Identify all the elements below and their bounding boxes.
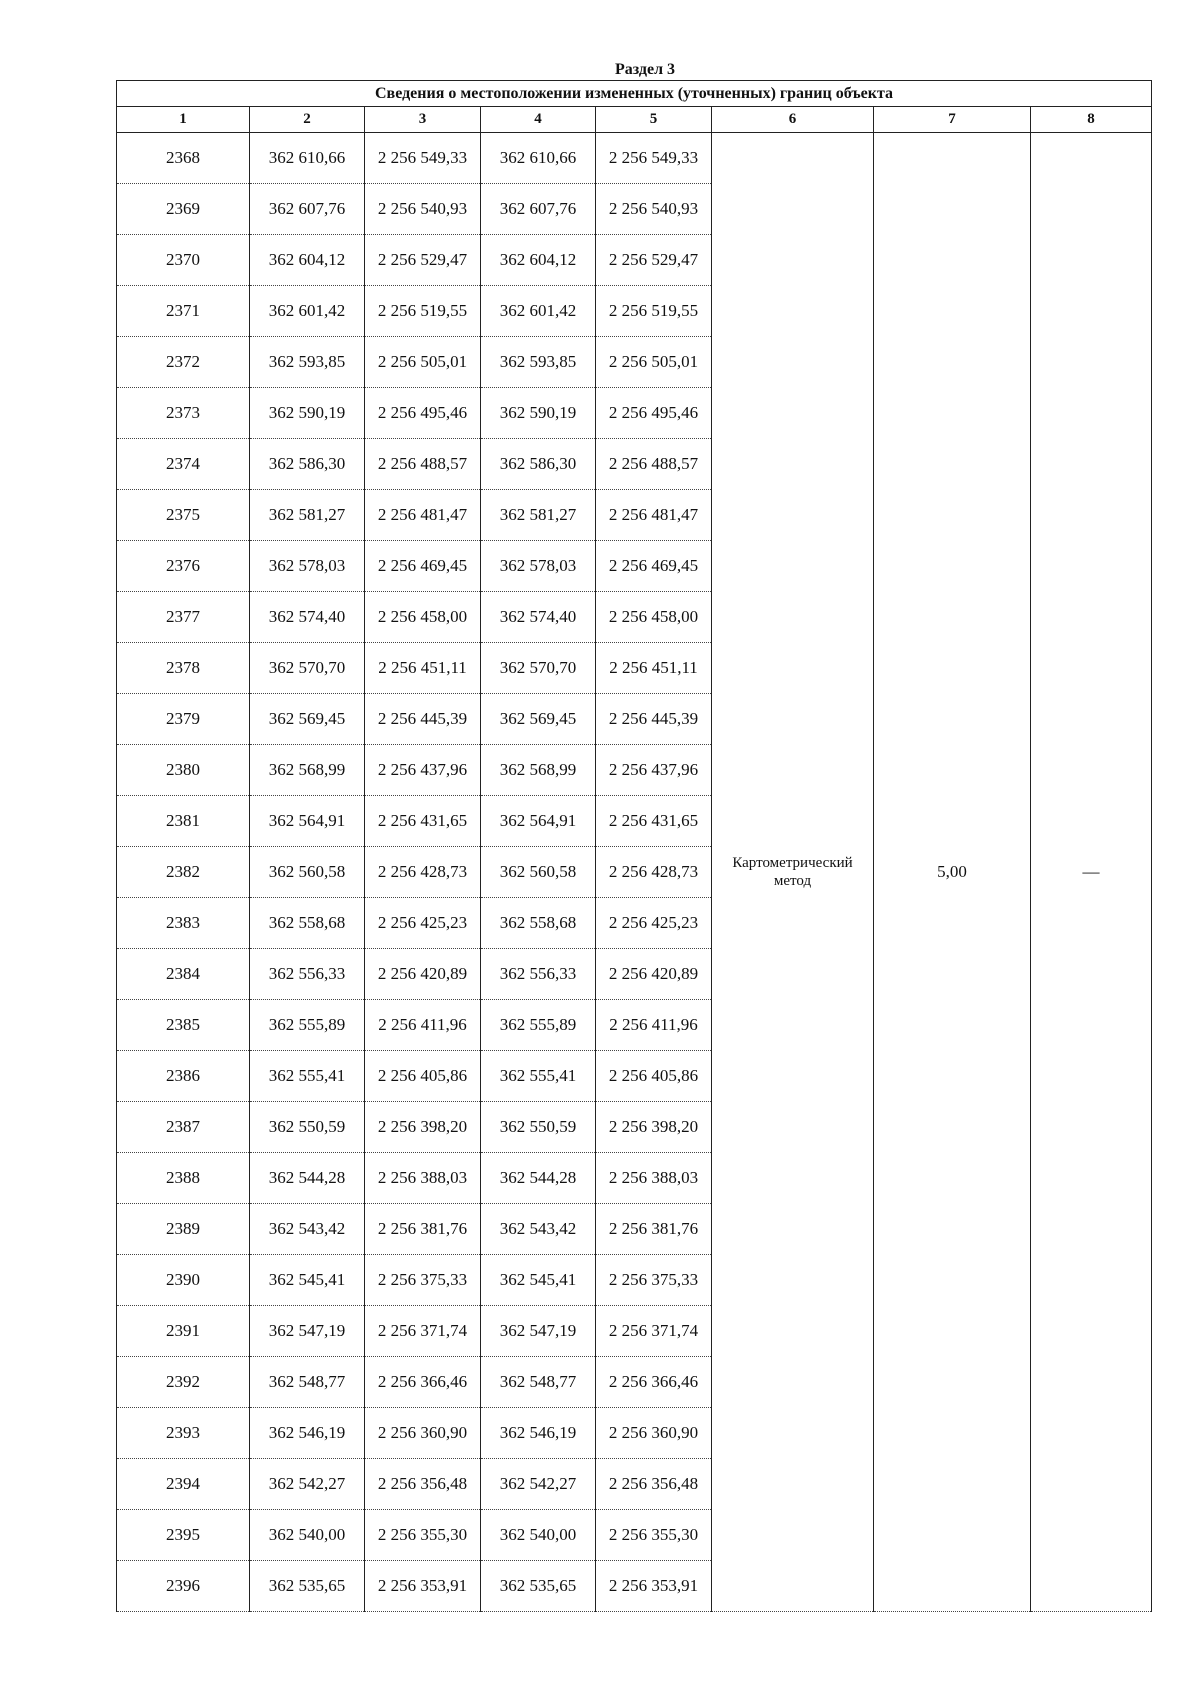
y-existing-cell: 2 256 425,23 bbox=[365, 898, 481, 949]
x-existing-cell: 362 540,00 bbox=[250, 1510, 365, 1561]
point-number-cell: 2383 bbox=[117, 898, 250, 949]
y-refined-cell: 2 256 371,74 bbox=[596, 1306, 712, 1357]
x-refined-cell: 362 544,28 bbox=[481, 1153, 596, 1204]
method-cell: Картометрический метод bbox=[712, 133, 874, 1612]
y-existing-cell: 2 256 540,93 bbox=[365, 184, 481, 235]
y-existing-cell: 2 256 428,73 bbox=[365, 847, 481, 898]
x-refined-cell: 362 535,65 bbox=[481, 1561, 596, 1612]
x-refined-cell: 362 560,58 bbox=[481, 847, 596, 898]
y-existing-cell: 2 256 431,65 bbox=[365, 796, 481, 847]
x-existing-cell: 362 570,70 bbox=[250, 643, 365, 694]
point-number-cell: 2382 bbox=[117, 847, 250, 898]
x-refined-cell: 362 568,99 bbox=[481, 745, 596, 796]
x-existing-cell: 362 601,42 bbox=[250, 286, 365, 337]
table-body bbox=[117, 133, 1152, 1612]
x-refined-cell: 362 546,19 bbox=[481, 1408, 596, 1459]
point-number-cell: 2389 bbox=[117, 1204, 250, 1255]
point-number-cell: 2380 bbox=[117, 745, 250, 796]
point-number-cell: 2368 bbox=[117, 133, 250, 184]
y-refined-cell: 2 256 411,96 bbox=[596, 1000, 712, 1051]
y-existing-cell: 2 256 437,96 bbox=[365, 745, 481, 796]
x-refined-cell: 362 556,33 bbox=[481, 949, 596, 1000]
y-refined-cell: 2 256 540,93 bbox=[596, 184, 712, 235]
x-existing-cell: 362 545,41 bbox=[250, 1255, 365, 1306]
point-number-cell: 2379 bbox=[117, 694, 250, 745]
y-existing-cell: 2 256 411,96 bbox=[365, 1000, 481, 1051]
y-existing-cell: 2 256 469,45 bbox=[365, 541, 481, 592]
y-existing-cell: 2 256 398,20 bbox=[365, 1102, 481, 1153]
point-number-cell: 2390 bbox=[117, 1255, 250, 1306]
x-existing-cell: 362 604,12 bbox=[250, 235, 365, 286]
y-refined-cell: 2 256 505,01 bbox=[596, 337, 712, 388]
y-existing-cell: 2 256 505,01 bbox=[365, 337, 481, 388]
y-refined-cell: 2 256 375,33 bbox=[596, 1255, 712, 1306]
y-refined-cell: 2 256 405,86 bbox=[596, 1051, 712, 1102]
y-refined-cell: 2 256 425,23 bbox=[596, 898, 712, 949]
x-refined-cell: 362 601,42 bbox=[481, 286, 596, 337]
point-number-cell: 2375 bbox=[117, 490, 250, 541]
x-refined-cell: 362 545,41 bbox=[481, 1255, 596, 1306]
y-refined-cell: 2 256 519,55 bbox=[596, 286, 712, 337]
y-refined-cell: 2 256 437,96 bbox=[596, 745, 712, 796]
point-number-cell: 2391 bbox=[117, 1306, 250, 1357]
x-existing-cell: 362 590,19 bbox=[250, 388, 365, 439]
x-refined-cell: 362 547,19 bbox=[481, 1306, 596, 1357]
y-existing-cell: 2 256 451,11 bbox=[365, 643, 481, 694]
y-existing-cell: 2 256 445,39 bbox=[365, 694, 481, 745]
x-existing-cell: 362 593,85 bbox=[250, 337, 365, 388]
y-existing-cell: 2 256 481,47 bbox=[365, 490, 481, 541]
column-number: 5 bbox=[596, 107, 712, 133]
x-refined-cell: 362 590,19 bbox=[481, 388, 596, 439]
x-existing-cell: 362 607,76 bbox=[250, 184, 365, 235]
y-existing-cell: 2 256 375,33 bbox=[365, 1255, 481, 1306]
x-refined-cell: 362 578,03 bbox=[481, 541, 596, 592]
point-number-cell: 2369 bbox=[117, 184, 250, 235]
column-number: 4 bbox=[481, 107, 596, 133]
y-refined-cell: 2 256 366,46 bbox=[596, 1357, 712, 1408]
x-refined-cell: 362 581,27 bbox=[481, 490, 596, 541]
point-number-cell: 2381 bbox=[117, 796, 250, 847]
accuracy-cell: 5,00 bbox=[874, 133, 1031, 1612]
x-existing-cell: 362 542,27 bbox=[250, 1459, 365, 1510]
column-number: 7 bbox=[874, 107, 1031, 133]
x-existing-cell: 362 550,59 bbox=[250, 1102, 365, 1153]
x-existing-cell: 362 586,30 bbox=[250, 439, 365, 490]
x-existing-cell: 362 574,40 bbox=[250, 592, 365, 643]
y-refined-cell: 2 256 381,76 bbox=[596, 1204, 712, 1255]
x-existing-cell: 362 578,03 bbox=[250, 541, 365, 592]
column-number: 6 bbox=[712, 107, 874, 133]
y-refined-cell: 2 256 445,39 bbox=[596, 694, 712, 745]
y-existing-cell: 2 256 519,55 bbox=[365, 286, 481, 337]
y-refined-cell: 2 256 388,03 bbox=[596, 1153, 712, 1204]
y-refined-cell: 2 256 451,11 bbox=[596, 643, 712, 694]
y-refined-cell: 2 256 549,33 bbox=[596, 133, 712, 184]
x-refined-cell: 362 593,85 bbox=[481, 337, 596, 388]
y-refined-cell: 2 256 420,89 bbox=[596, 949, 712, 1000]
y-existing-cell: 2 256 488,57 bbox=[365, 439, 481, 490]
y-existing-cell: 2 256 356,48 bbox=[365, 1459, 481, 1510]
y-existing-cell: 2 256 549,33 bbox=[365, 133, 481, 184]
x-refined-cell: 362 550,59 bbox=[481, 1102, 596, 1153]
x-existing-cell: 362 543,42 bbox=[250, 1204, 365, 1255]
y-refined-cell: 2 256 488,57 bbox=[596, 439, 712, 490]
x-existing-cell: 362 560,58 bbox=[250, 847, 365, 898]
x-existing-cell: 362 555,41 bbox=[250, 1051, 365, 1102]
x-refined-cell: 362 610,66 bbox=[481, 133, 596, 184]
column-number: 1 bbox=[117, 107, 250, 133]
x-existing-cell: 362 558,68 bbox=[250, 898, 365, 949]
y-existing-cell: 2 256 371,74 bbox=[365, 1306, 481, 1357]
y-existing-cell: 2 256 405,86 bbox=[365, 1051, 481, 1102]
point-number-cell: 2374 bbox=[117, 439, 250, 490]
y-existing-cell: 2 256 360,90 bbox=[365, 1408, 481, 1459]
point-number-cell: 2373 bbox=[117, 388, 250, 439]
point-number-cell: 2377 bbox=[117, 592, 250, 643]
y-refined-cell: 2 256 458,00 bbox=[596, 592, 712, 643]
point-number-cell: 2371 bbox=[117, 286, 250, 337]
point-number-cell: 2385 bbox=[117, 1000, 250, 1051]
x-existing-cell: 362 555,89 bbox=[250, 1000, 365, 1051]
point-number-cell: 2388 bbox=[117, 1153, 250, 1204]
y-existing-cell: 2 256 353,91 bbox=[365, 1561, 481, 1612]
x-existing-cell: 362 546,19 bbox=[250, 1408, 365, 1459]
x-refined-cell: 362 540,00 bbox=[481, 1510, 596, 1561]
x-refined-cell: 362 569,45 bbox=[481, 694, 596, 745]
x-existing-cell: 362 581,27 bbox=[250, 490, 365, 541]
y-refined-cell: 2 256 495,46 bbox=[596, 388, 712, 439]
x-refined-cell: 362 607,76 bbox=[481, 184, 596, 235]
y-refined-cell: 2 256 353,91 bbox=[596, 1561, 712, 1612]
column-number-row bbox=[117, 107, 1152, 133]
y-existing-cell: 2 256 529,47 bbox=[365, 235, 481, 286]
x-refined-cell: 362 542,27 bbox=[481, 1459, 596, 1510]
y-existing-cell: 2 256 495,46 bbox=[365, 388, 481, 439]
column-number: 2 bbox=[250, 107, 365, 133]
table-caption: Сведения о местоположении измененных (уточненных) границ объекта bbox=[117, 81, 1152, 107]
y-refined-cell: 2 256 529,47 bbox=[596, 235, 712, 286]
point-number-cell: 2378 bbox=[117, 643, 250, 694]
x-refined-cell: 362 574,40 bbox=[481, 592, 596, 643]
point-number-cell: 2384 bbox=[117, 949, 250, 1000]
x-existing-cell: 362 610,66 bbox=[250, 133, 365, 184]
y-existing-cell: 2 256 381,76 bbox=[365, 1204, 481, 1255]
x-refined-cell: 362 586,30 bbox=[481, 439, 596, 490]
y-existing-cell: 2 256 388,03 bbox=[365, 1153, 481, 1204]
x-existing-cell: 362 556,33 bbox=[250, 949, 365, 1000]
y-existing-cell: 2 256 366,46 bbox=[365, 1357, 481, 1408]
y-existing-cell: 2 256 420,89 bbox=[365, 949, 481, 1000]
x-refined-cell: 362 548,77 bbox=[481, 1357, 596, 1408]
y-existing-cell: 2 256 355,30 bbox=[365, 1510, 481, 1561]
y-refined-cell: 2 256 428,73 bbox=[596, 847, 712, 898]
point-number-cell: 2386 bbox=[117, 1051, 250, 1102]
point-number-cell: 2387 bbox=[117, 1102, 250, 1153]
section-title: Раздел 3 bbox=[614, 61, 676, 78]
note-cell: — bbox=[1031, 133, 1152, 1612]
y-refined-cell: 2 256 481,47 bbox=[596, 490, 712, 541]
y-refined-cell: 2 256 469,45 bbox=[596, 541, 712, 592]
table-row bbox=[117, 133, 1152, 184]
x-existing-cell: 362 548,77 bbox=[250, 1357, 365, 1408]
boundary-coordinates-table bbox=[116, 80, 1152, 1612]
point-number-cell: 2393 bbox=[117, 1408, 250, 1459]
y-refined-cell: 2 256 398,20 bbox=[596, 1102, 712, 1153]
column-number: 3 bbox=[365, 107, 481, 133]
x-refined-cell: 362 555,89 bbox=[481, 1000, 596, 1051]
y-refined-cell: 2 256 355,30 bbox=[596, 1510, 712, 1561]
x-refined-cell: 362 564,91 bbox=[481, 796, 596, 847]
point-number-cell: 2370 bbox=[117, 235, 250, 286]
point-number-cell: 2396 bbox=[117, 1561, 250, 1612]
y-existing-cell: 2 256 458,00 bbox=[365, 592, 481, 643]
point-number-cell: 2394 bbox=[117, 1459, 250, 1510]
point-number-cell: 2372 bbox=[117, 337, 250, 388]
x-refined-cell: 362 555,41 bbox=[481, 1051, 596, 1102]
point-number-cell: 2376 bbox=[117, 541, 250, 592]
point-number-cell: 2392 bbox=[117, 1357, 250, 1408]
x-existing-cell: 362 544,28 bbox=[250, 1153, 365, 1204]
x-existing-cell: 362 568,99 bbox=[250, 745, 365, 796]
x-refined-cell: 362 558,68 bbox=[481, 898, 596, 949]
column-number: 8 bbox=[1031, 107, 1152, 133]
x-existing-cell: 362 547,19 bbox=[250, 1306, 365, 1357]
y-refined-cell: 2 256 431,65 bbox=[596, 796, 712, 847]
y-refined-cell: 2 256 356,48 bbox=[596, 1459, 712, 1510]
x-refined-cell: 362 570,70 bbox=[481, 643, 596, 694]
x-existing-cell: 362 535,65 bbox=[250, 1561, 365, 1612]
x-existing-cell: 362 564,91 bbox=[250, 796, 365, 847]
x-refined-cell: 362 604,12 bbox=[481, 235, 596, 286]
y-refined-cell: 2 256 360,90 bbox=[596, 1408, 712, 1459]
point-number-cell: 2395 bbox=[117, 1510, 250, 1561]
x-refined-cell: 362 543,42 bbox=[481, 1204, 596, 1255]
x-existing-cell: 362 569,45 bbox=[250, 694, 365, 745]
